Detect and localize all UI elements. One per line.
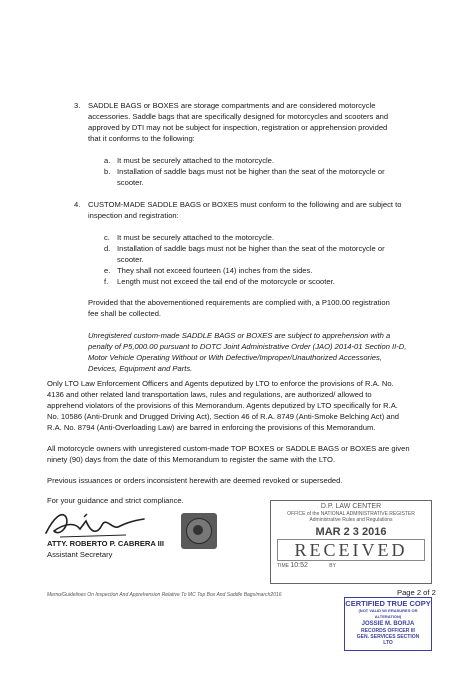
stamp-law-line-2: OFFICE of the NATIONAL ADMINISTRATIVE REGISTER bbox=[287, 511, 415, 517]
signatory-title: Assistant Secretary bbox=[47, 550, 113, 559]
unregistered-line-2: penalty of P5,000.00 pursuant to DOTC Joint Administrative Order (JAO) 2014-01 Section II-D, bbox=[88, 342, 407, 351]
footer-reference: Memo/Guidelines On Inspection And Apprehension Relative To MC Top Box And Saddle Bags/march2016 bbox=[47, 592, 282, 598]
only-lto-line-1: Only LTO Law Enforcement Officers and Agents deputized by LTO to enforce the provisions of R.A. No. bbox=[47, 379, 394, 388]
ctc-name: JOSSIE M. BORJA bbox=[361, 621, 415, 627]
item-3b-label: b. bbox=[104, 167, 111, 176]
certified-true-copy-stamp bbox=[344, 597, 432, 651]
law-center-received-stamp bbox=[270, 500, 432, 584]
item-3b-text-2: scooter. bbox=[117, 178, 144, 187]
unregistered-line-1: Unregistered custom-made SADDLE BAGS or BOXES are subject to apprehension with a bbox=[88, 331, 391, 340]
item-3-line-1: SADDLE BAGS or BOXES are storage compartments and are considered motorcycle bbox=[88, 101, 376, 110]
stamp-by-label: BY bbox=[329, 563, 336, 569]
stamp-law-line-1: D.P. LAW CENTER bbox=[320, 503, 382, 510]
item-3b-text-1: Installation of saddle bags must not be higher than the seat of the motorcycle or bbox=[117, 167, 385, 176]
guidance-line: For your guidance and strict compliance. bbox=[47, 496, 184, 505]
item-4e-label: e. bbox=[104, 266, 111, 275]
official-seal bbox=[181, 513, 217, 549]
stamp-received: RECEIVED bbox=[277, 539, 425, 561]
item-4-number: 4. bbox=[74, 200, 81, 209]
ctc-title: CERTIFIED TRUE COPY bbox=[345, 599, 431, 608]
signatory-name: ATTY. ROBERTO P. CABRERA III bbox=[47, 539, 165, 548]
item-4-line-1: CUSTOM-MADE SADDLE BAGS or BOXES must conform to the following and are subject to bbox=[88, 200, 402, 209]
item-4f-label: f. bbox=[104, 277, 109, 286]
only-lto-line-2: 4136 and other related land transportation laws, rules and regulations, are authorized/ allowed to bbox=[47, 390, 372, 399]
ctc-role-1: RECORDS OFFICER III bbox=[361, 628, 415, 634]
unregistered-line-4: Devices, Equipment and Parts. bbox=[88, 364, 193, 373]
item-3-number: 3. bbox=[74, 101, 81, 110]
item-3-line-2: accessories. Saddle bags that are specifically designed for motorcycles and scooters and bbox=[88, 112, 389, 121]
handwritten-signature bbox=[40, 507, 150, 541]
item-4f-text: Length must not exceed the tail end of the motorcycle or scooter. bbox=[117, 277, 335, 286]
page-number: Page 2 of 2 bbox=[397, 588, 436, 597]
ctc-role-2: GEN. SERVICES SECTION bbox=[356, 634, 420, 640]
item-4c-text: It must be securely attached to the motorcycle. bbox=[117, 233, 275, 242]
ctc-validity: (NOT VALID W/ ERASURES OR ALTERATION) bbox=[358, 608, 418, 619]
item-4e-text: They shall not exceed fourteen (14) inches from the sides. bbox=[117, 266, 313, 275]
item-4d-text-2: scooter. bbox=[117, 255, 144, 264]
previous-issuances: Previous issuances or orders inconsistent herewith are deemed revoked or superseded. bbox=[47, 476, 343, 485]
item-3a-text: It must be securely attached to the motorcycle. bbox=[117, 156, 275, 165]
item-3-line-3: approved by DTI may not be subject for inspection, registration or apprehension provided bbox=[88, 123, 388, 132]
only-lto-line-4: No. 10586 (Anti-Drunk and Drugged Driving Act), Section 46 of R.A. 8749 (Anti-Smoke Belching Act) and bbox=[47, 412, 400, 421]
stamp-time-value: 10:52 bbox=[290, 562, 308, 569]
all-owners-line-2: ninety (90) days from the date of this Memorandum to register the same with the LTO. bbox=[47, 455, 335, 464]
provided-line-2: fee shall be collected. bbox=[88, 309, 162, 318]
item-4d-text-1: Installation of saddle bags must not be higher than the seat of the motorcycle or bbox=[117, 244, 385, 253]
stamp-law-date: MAR 2 3 2016 bbox=[315, 526, 387, 538]
only-lto-line-5: R.A. No. 8794 (Anti-Overloading Law) are barred in enforcing the provisions of this Memorandum. bbox=[47, 423, 376, 432]
unregistered-line-3: Motor Vehicle Operating Without or With Defective/Improper/Unauthorized Accessories, bbox=[88, 353, 382, 362]
item-3a-label: a. bbox=[104, 156, 111, 165]
item-3-line-4: that it conforms to the following: bbox=[88, 134, 195, 143]
stamp-law-line-3: Administrative Rules and Regulations bbox=[309, 517, 393, 523]
ctc-org: LTO bbox=[383, 640, 393, 646]
item-4d-label: d. bbox=[104, 244, 111, 253]
item-4c-label: c. bbox=[104, 233, 110, 242]
seal-center-icon bbox=[193, 525, 203, 535]
only-lto-line-3: apprehend violators of the provisions of this Memorandum. Agents deputized by LTO specifically for R.A. bbox=[47, 401, 398, 410]
item-4-line-2: inspection and registration: bbox=[88, 211, 179, 220]
stamp-time-label: TIME bbox=[277, 563, 289, 569]
all-owners-line-1: All motorcycle owners with unregistered custom-made TOP BOXES or SADDLE BAGS or BOXES are given bbox=[47, 444, 410, 453]
provided-line-1: Provided that the abovementioned requirements are complied with, a P100.00 registration bbox=[88, 298, 390, 307]
